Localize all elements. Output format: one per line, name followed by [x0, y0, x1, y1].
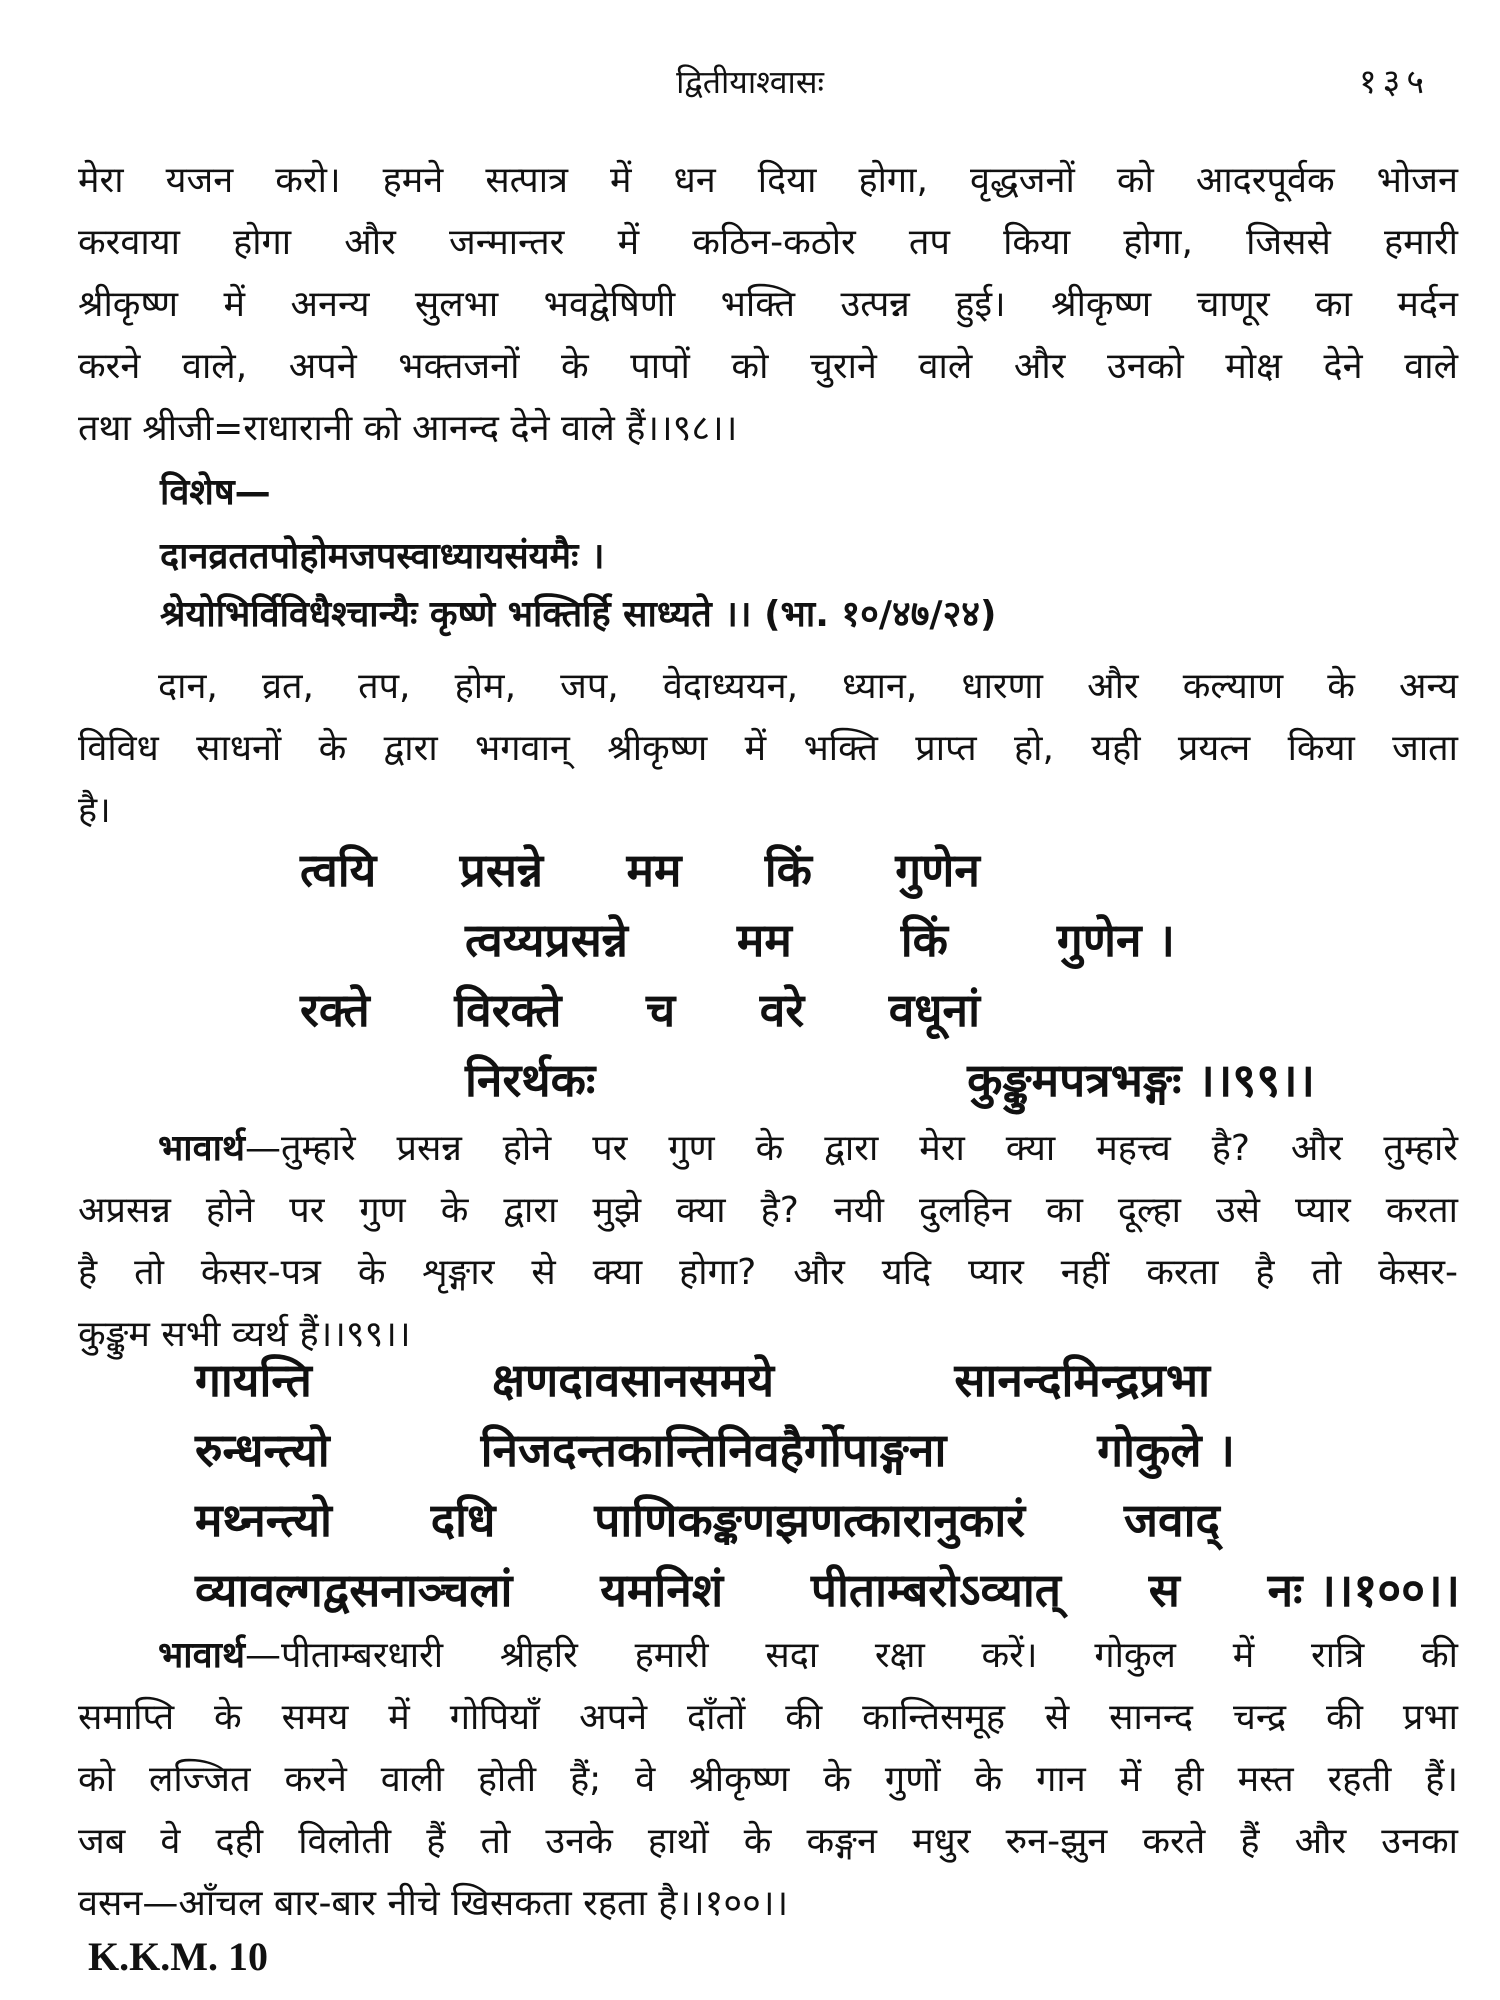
verse-100-line-3 [195, 1485, 1220, 1555]
bhavarth-label: भावार्थ [158, 1128, 245, 1169]
verse-word: रक्ते [300, 983, 370, 1037]
running-header: द्वितीयाश्वासः [676, 63, 824, 101]
vishesh-heading: विशेष— [160, 472, 271, 513]
verse-100-line-4 [195, 1555, 1460, 1625]
verse-word: मम [736, 913, 792, 967]
verse-word: विरक्ते [454, 983, 562, 1037]
verse-word: गुणेन [895, 843, 980, 897]
verse-word: गोकुले । [1097, 1423, 1235, 1477]
verse-word: गुणेन । [1056, 913, 1175, 967]
text-line: कुङ्कुम सभी व्यर्थ हैं।।९९।। [78, 1314, 411, 1355]
verse-word: त्वयि [300, 843, 377, 897]
vishesh-sloka-line-1: दानव्रततपोहोमजपस्वाध्यायसंयमैः । [160, 536, 605, 577]
text-line: है तो केसर-पत्र के शृङ्गार से क्या होगा? और यदि प्यार नहीं करता है तो केसर- [78, 1252, 1458, 1293]
text-line: अप्रसन्न होने पर गुण के द्वारा मुझे क्या है? नयी दुलहिन का दूल्हा उसे प्यार करता [78, 1190, 1458, 1231]
text-line: करने वाले, अपने भक्तजनों के पापों को चुराने वाले और उनको मोक्ष देने वाले [78, 346, 1458, 387]
verse-word: निजदन्तकान्तिनिवहैर्गोपाङ्गना [480, 1423, 947, 1477]
bhavarth-text: —तुम्हारे प्रसन्न होने पर गुण के द्वारा मेरा क्या महत्त्व है? और तुम्हारे [244, 1128, 1458, 1169]
text-line: तथा श्रीजी=राधारानी को आनन्द देने वाले हैं।।९८।। [78, 408, 738, 449]
verse-99-line-1 [300, 835, 980, 905]
text-line: मेरा यजन करो। हमने सत्पात्र में धन दिया होगा, वृद्धजनों को आदरपूर्वक भोजन [78, 160, 1458, 201]
verse-word: पाणिकङ्कणझणत्कारानुकारं [594, 1493, 1026, 1547]
text-line [78, 1118, 1458, 1180]
text-line: जब वे दही विलोती हैं तो उनके हाथों के कङ्गन मधुर रुन-झुन करते हैं और उनका [78, 1821, 1458, 1862]
verse-word: नः ।।१००।। [1267, 1563, 1460, 1617]
text-line: को लज्जित करने वाली होती हैं; वे श्रीकृष्ण के गुणों के गान में ही मस्त रहती हैं। [78, 1759, 1458, 1800]
verse-word: मथ्नन्त्यो [195, 1493, 332, 1547]
verse-word: वधूनां [888, 983, 980, 1037]
verse-word: दधि [430, 1493, 496, 1547]
verse-word: जवाद् [1123, 1493, 1220, 1547]
text-line: श्रीकृष्ण में अनन्य सुलभा भवद्वेषिणी भक्ति उत्पन्न हुई। श्रीकृष्ण चाणूर का मर्दन [78, 284, 1458, 325]
verse-100-line-2 [195, 1415, 1235, 1485]
verse-word: किं [900, 913, 948, 967]
verse-word: कुङ्कुमपत्रभङ्गः ।।९९।। [967, 1053, 1315, 1107]
text-line: समाप्ति के समय में गोपियाँ अपने दाँतों की कान्तिसमूह से सानन्द चन्द्र की प्रभा [78, 1697, 1458, 1738]
verse-word: मम [626, 843, 682, 897]
vishesh-sloka-line-2: श्रेयोभिर्विविधैश्चान्यैः कृष्णे भक्तिर्हि साध्यते ।। (भा. १०/४७/२४) [160, 594, 997, 635]
bhavarth-label: भावार्थ [158, 1635, 245, 1676]
text-line [78, 1625, 1458, 1687]
vishesh-explanation [78, 656, 1458, 842]
bhavarth-99 [78, 1118, 1458, 1366]
paragraph-98-explanation [78, 150, 1458, 460]
verse-word: त्वय्यप्रसन्ने [465, 913, 629, 967]
verse-word: वरे [759, 983, 805, 1037]
bhavarth-100 [78, 1625, 1458, 1935]
signature-mark: K.K.M. 10 [88, 1934, 268, 1979]
verse-100-line-1 [195, 1345, 1210, 1415]
verse-word: निरर्थकः [465, 1053, 596, 1107]
verse-99-line-3 [300, 975, 980, 1045]
verse-word: स [1148, 1563, 1180, 1617]
verse-word: व्यावल्गद्वसनाञ्चलां [195, 1563, 513, 1617]
verse-word: यमनिशं [600, 1563, 724, 1617]
text-line: करवाया होगा और जन्मान्तर में कठिन-कठोर तप किया होगा, जिससे हमारी [78, 222, 1458, 263]
verse-99-line-2 [465, 905, 1175, 975]
verse-word: क्षणदावसानसमये [492, 1353, 775, 1407]
text-line: वसन—आँचल बार-बार नीचे खिसकता रहता है।।१००।। [78, 1883, 789, 1924]
page-number: १३५ [1358, 62, 1430, 102]
text-line: है। [78, 790, 111, 831]
verse-99-line-4 [465, 1045, 1315, 1115]
verse-word: पीताम्बरोऽव्यात् [810, 1563, 1062, 1617]
verse-word: प्रसन्ने [459, 843, 544, 897]
verse-word: च [645, 983, 676, 1037]
bhavarth-text: —पीताम्बरधारी श्रीहरि हमारी सदा रक्षा करें। गोकुल में रात्रि की [244, 1635, 1458, 1676]
text-line: दान, व्रत, तप, होम, जप, वेदाध्ययन, ध्यान, धारणा और कल्याण के अन्य [158, 666, 1458, 707]
verse-word: गायन्ति [195, 1353, 312, 1407]
verse-word: सानन्दमिन्द्रप्रभा [954, 1353, 1210, 1407]
text-line: विविध साधनों के द्वारा भगवान् श्रीकृष्ण में भक्ति प्राप्त हो, यही प्रयत्न किया जाता [78, 728, 1458, 769]
verse-word: रुन्धन्त्यो [195, 1423, 330, 1477]
verse-word: किं [764, 843, 812, 897]
